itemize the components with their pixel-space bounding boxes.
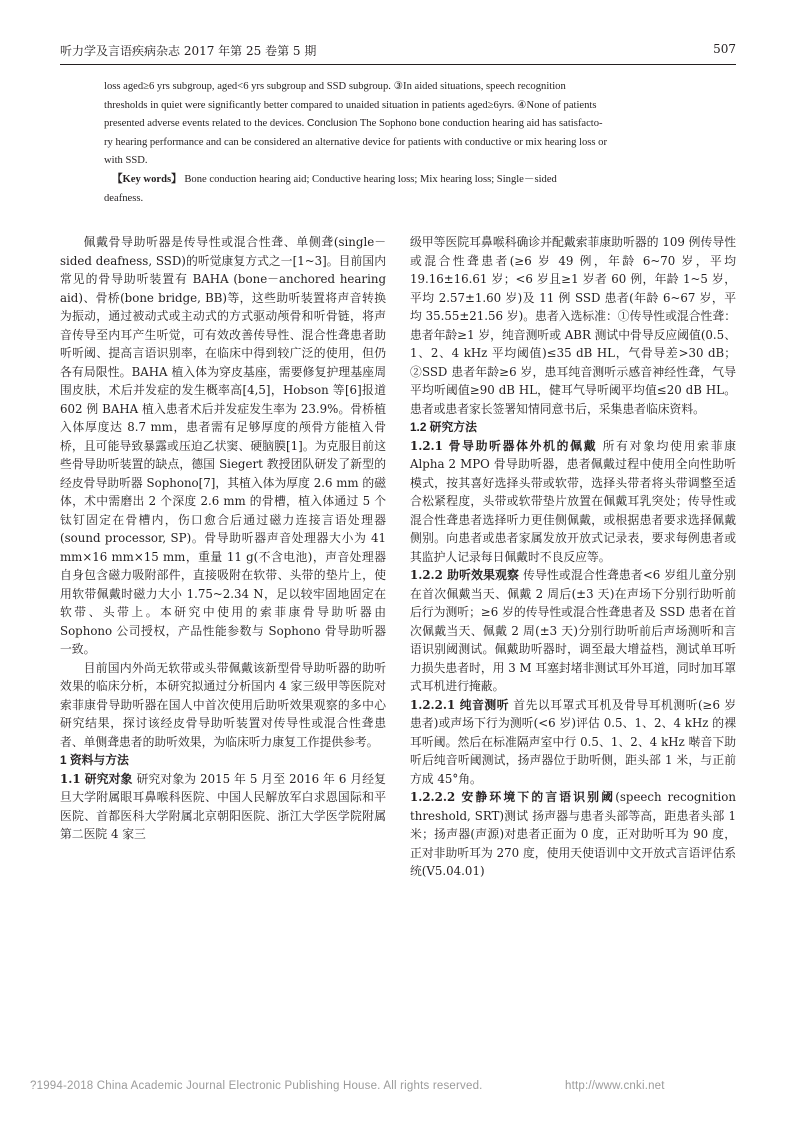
subsection-heading: 1.1 研究对象: [60, 771, 133, 786]
subsection-heading: 1.2.2 助听效果观察: [410, 568, 520, 582]
abstract-line: ry hearing performance and can be considered an alternative device for patients with conductive or mix hearing loss or: [104, 136, 608, 148]
running-header: [60, 42, 736, 62]
keywords-line: deafness.: [104, 192, 144, 204]
abstract-text: The Sophono bone conduction hearing aid has satisfacto-: [357, 118, 603, 130]
subsection-heading: 1.2.1 骨导助听器体外机的佩戴: [410, 438, 598, 453]
journal-title: 听力学及言语疾病杂志 2017 年第 25 卷第 5 期: [60, 44, 317, 58]
paragraph: [410, 696, 736, 789]
copyright-notice: ?1994-2018 China Academic Journal Electronic Publishing House. All rights reserved.: [30, 1080, 483, 1092]
paragraph: [60, 770, 386, 844]
paragraph: [410, 566, 736, 696]
paragraph: 佩戴骨导助听器是传导性或混合性聋、单侧聋(single－sided deafness, SSD)的听觉康复方式之一[1~3]。目前国内常见的骨导助听装置有 BAHA (bone－anchored hearing aid)、骨桥(bone bridge, BB)等，这些助听装置将声音转换为振动，通过被动式或主动式的方式驱动颅骨和听骨链，将声音传导至内耳产生听觉，可有效改善传导性、混合性聋患者助听听阈、提高言语识别率，在临床中得到较广泛的使用，但仍各有局限性。BAHA 植入体为穿皮基座，需要修复护理基座周围皮肤，术后并发症的发生概率高[4,5]，Hobson 等[6]报道 602 例 BAHA 植入患者术后并发症发生率为 23.9%。骨桥植入体厚度达 8.7 mm，患者需有足够厚度的颅骨方能植入骨桥，且可能导致暴露或压迫乙状窦、硬脑膜[1]。为克服目前这些骨导助听装置的缺点，德国 Siegert 教授团队研发了新型的经皮骨导助听器 Sophono[7]，其植入体为厚度 2.6 mm 的磁体，术中需磨出 2 个深度 2.6 mm 的骨槽，植入体通过 5 个钛钉固定在骨槽内，伤口愈合后通过磁力连接言语处理器(sound processor, SP)。骨导助听器声音处理器大小为 41 mm×16 mm×15 mm，重量 11 g(不含电池)，声音处理器自身包含磁力吸附部件，直接吸附在软带、头带的垫片上，使用软带佩戴时磁力大小 1.75~2.34 N，足以较牢固地固定在软带、头带上。本研究中使用的索菲康骨导助听器由 Sophono 公司授权，产品性能参数与 Sophono 骨导助听器一致。: [60, 235, 386, 656]
header-rule: [60, 64, 736, 65]
subsection-heading: 1.2.2.1 纯音测听: [410, 697, 510, 712]
keywords-line: [104, 171, 694, 190]
keywords-text: Bone conduction hearing aid; Conductive hearing loss; Mix hearing loss; Single－sided: [181, 173, 557, 185]
paragraph: [410, 788, 736, 881]
abstract-line: with SSD.: [104, 155, 148, 167]
paragraph-text: 所有对象均使用索菲康 Alpha 2 MPO 骨导助听器，患者佩戴过程中使用全向性助听模式，按其喜好选择头带或软带，选择头带者将头带调整至适合松紧程度，头带或软带垫片放置在佩戴耳乳突处；传导性或混合性聋患者选择听力更佳侧佩戴，或根据患者要求选择佩戴侧别。向患者或患者家属发放开放式记录表，要求每例患者或其监护人记录每日佩戴时不良反应等。: [410, 438, 736, 564]
paragraph-text: (speech recognition threshold, SRT)测试 扬声器与患者头部等高，距患者头部 1 米；扬声器(声源)对患者正面为 0 度，正对助听耳为 90 度，正对非助听耳为 270 度，使用天使语训中文开放式言语评估系统(V5.04.01): [410, 790, 737, 878]
footer-link[interactable]: http://www.cnki.net: [565, 1080, 665, 1092]
subsection-heading: 1.2.2.2 安静环境下的言语识别阈: [410, 790, 616, 804]
abstract-text: presented adverse events related to the devices.: [104, 118, 307, 130]
paragraph: 目前国内外尚无软带或头带佩戴该新型骨导助听器的助听效果的临床分析，本研究拟通过分析国内 4 家三级甲等医院对索菲康骨导助听器在国人中首次使用后助听效果观察的多中心研究结果，探讨该经皮骨导助听装置对传导性或混合性聋患者、单侧聋患者的助听效果，为临床听力康复工作提供参考。: [60, 660, 386, 749]
section-heading: 1 资料与方法: [60, 753, 129, 767]
paragraph-text: 研究对象为 2015 年 5 月至 2016 年 6 月经复旦大学附属眼耳鼻喉科医院、中国人民解放军白求恩国际和平医院、首都医科大学附属北京朝阳医院、浙江大学医学院附属第二医院 4 家三: [60, 771, 386, 841]
page-number: 507: [713, 42, 736, 56]
left-column: [60, 233, 386, 844]
section-heading: 1.2 研究方法: [410, 420, 477, 434]
right-column: [410, 233, 736, 881]
copyright-footer: [30, 1080, 764, 1092]
paragraph-text: 首先以耳罩式耳机及骨导耳机测听(≥6 岁患者)或声场下行为测听(<6 岁)评估 0.5、1、2、4 kHz 的裸耳听阈。然后在标准隔声室中行 0.5、1、2、4 kHz 啭音下助听后纯音听阈测试，扬声器位于助听侧，距头部 1 米，与正前方成 45°角。: [410, 697, 737, 786]
english-abstract: [104, 78, 694, 208]
conclusion-label: Conclusion: [306, 118, 358, 130]
keywords-label: 【Key words】: [111, 173, 182, 185]
abstract-line: loss aged≥6 yrs subgroup, aged<6 yrs subgroup and SSD subgroup. ③In aided situations, speech recognition: [104, 81, 566, 92]
abstract-line: [104, 115, 694, 134]
paragraph: [410, 437, 736, 567]
abstract-line: thresholds in quiet were significantly better compared to unaided situation in patients aged≥6yrs. ④None of patients: [104, 99, 597, 111]
paragraph: 级甲等医院耳鼻喉科确诊并配戴索菲康助听器的 109 例传导性或混合性聋患者(≥6 岁 49 例，年龄 6~70 岁，平均 19.16±16.61 岁；<6 岁且≥1 岁者 60 例，年龄 1~5 岁，平均 2.57±1.60 岁)及 11 例 SSD 患者(年龄 6~67 岁，平均 35.55±21.56 岁)。患者入选标准：①传导性或混合性聋：患者年龄≥1 岁，纯音测听或 ABR 测试中骨导反应阈值(0.5、1、2、4 kHz 平均阈值)≤35 dB HL，气骨导差>30 dB；②SSD 患者年龄≥6 岁，患耳纯音测听示感音神经性聋，气导平均听阈值≥90 dB HL，健耳气导听阈平均值≤20 dB HL。患者或患者家长签署知情同意书后，采集患者临床资料。: [410, 235, 736, 416]
paragraph-text: 传导性或混合性聋患者<6 岁组儿童分别在首次佩戴当天、佩戴 2 周后(±3 天)在声场下分别行助听前后行为测听；≥6 岁的传导性或混合性聋患者及 SSD 患者在首次佩戴当天、佩戴 2 周(±3 天)分别行助听前后声场测听和言语识别阈测试。佩戴助听器时，调至最大增益档，测试单耳听力损失患者时，用 3 M 耳塞封堵非测试耳外耳道，同时加耳罩式耳机进行掩蔽。: [410, 568, 736, 693]
